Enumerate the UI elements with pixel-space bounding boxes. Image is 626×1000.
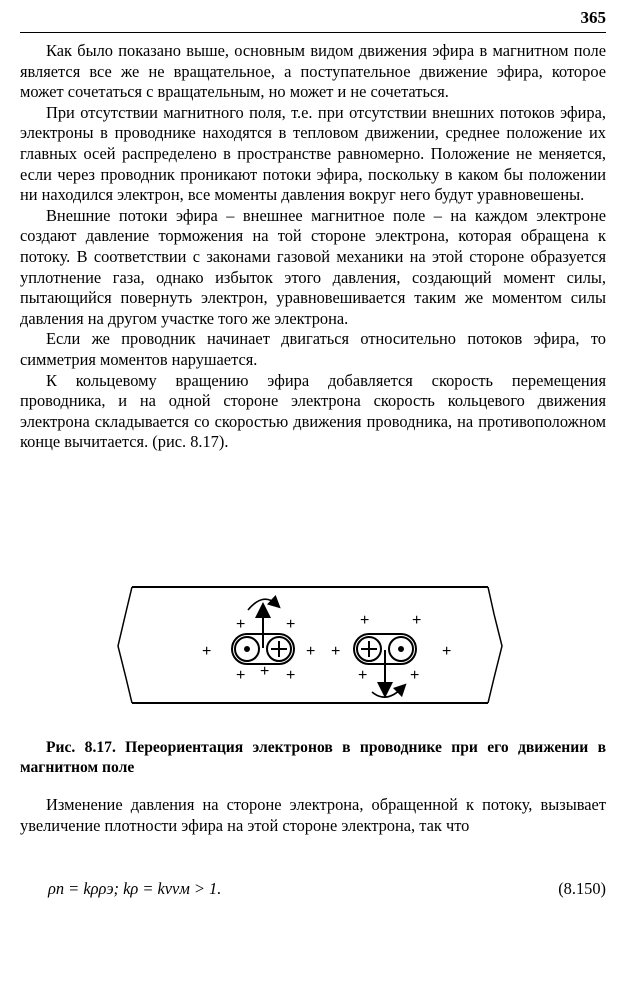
equation-8-150 (48, 879, 606, 903)
body-text (20, 41, 606, 453)
plus-sign: + (202, 643, 212, 660)
figure-caption: Рис. 8.17. Переориентация электронов в проводнике при его движении в магнитном поле (20, 739, 606, 776)
plus-sign: + (236, 667, 246, 684)
page-number: 365 (580, 8, 606, 27)
header-rule (20, 32, 606, 33)
plus-sign: + (358, 667, 368, 684)
paragraph-5: К кольцевому вращению эфира добавляется скорость перемещения проводника, и на одной стороне электрона скорость кольцевого движения электрона складывается со скоростью движения проводника, на противоположном конце вычитается. (рис. 8.17). (20, 370, 606, 452)
plus-sign: + (306, 643, 316, 660)
paragraph-2: При отсутствии магнитного поля, т.е. при отсутствии внешних потоков эфира, электроны в проводнике находятся в тепловом движении, среднее положение их главных осей распределено в пространстве равномерно. Положение не меняется, если через проводник проникают потоки эфира, поскольку в каком бы положении ни находился электрон, все моменты давления вокруг него будут уравновешены. (20, 102, 606, 205)
figure-8-17 (110, 582, 510, 712)
plus-sign: + (442, 643, 452, 660)
after-text (20, 795, 606, 836)
plus-sign: + (286, 667, 296, 684)
plus-sign: + (412, 612, 422, 629)
paragraph-6: Изменение давления на стороне электрона, обращенной к потоку, вызывает увеличение плотности эфира на этой стороне электрона, так что (20, 795, 606, 835)
electron-right (354, 634, 416, 697)
paragraph-3: Внешние потоки эфира – внешнее магнитное поле – на каждом электроне создают давление торможения на той стороне электрона, которая обращена к потоку. В соответствии с законами газовой механики на этой стороне образуется уплотнение газа, однако избыток этого давления, создающий момент силы, пытающийся повернуть электрон, уравновешивается таким же моментом силы давления на другом участке того же электрона. (20, 205, 606, 328)
plus-sign: + (410, 667, 420, 684)
equation-body: ρп = kρρэ; kρ = kvvм > 1. (48, 879, 222, 898)
plus-sign: + (260, 663, 270, 680)
rotation-arc-left (248, 599, 276, 610)
paragraph-4: Если же проводник начинает двигаться относительно потоков эфира, то симметрия моментов нарушается. (20, 329, 606, 369)
plus-sign: + (331, 643, 341, 660)
conductor-left-break (118, 587, 132, 703)
rotation-arc-right (372, 688, 402, 697)
equation-number: (8.150) (558, 879, 606, 898)
plus-sign: + (360, 612, 370, 629)
conductor-right-break (488, 587, 502, 703)
paragraph-1: Как было показано выше, основным видом движения эфира в магнитном поле является все же не вращательное, а поступательное движение эфира, которое может сочетаться с вращательным, но может и не сочетаться. (20, 41, 606, 102)
plus-sign: + (236, 616, 246, 633)
conductor-diagram (110, 582, 510, 712)
plus-sign: + (286, 616, 296, 633)
